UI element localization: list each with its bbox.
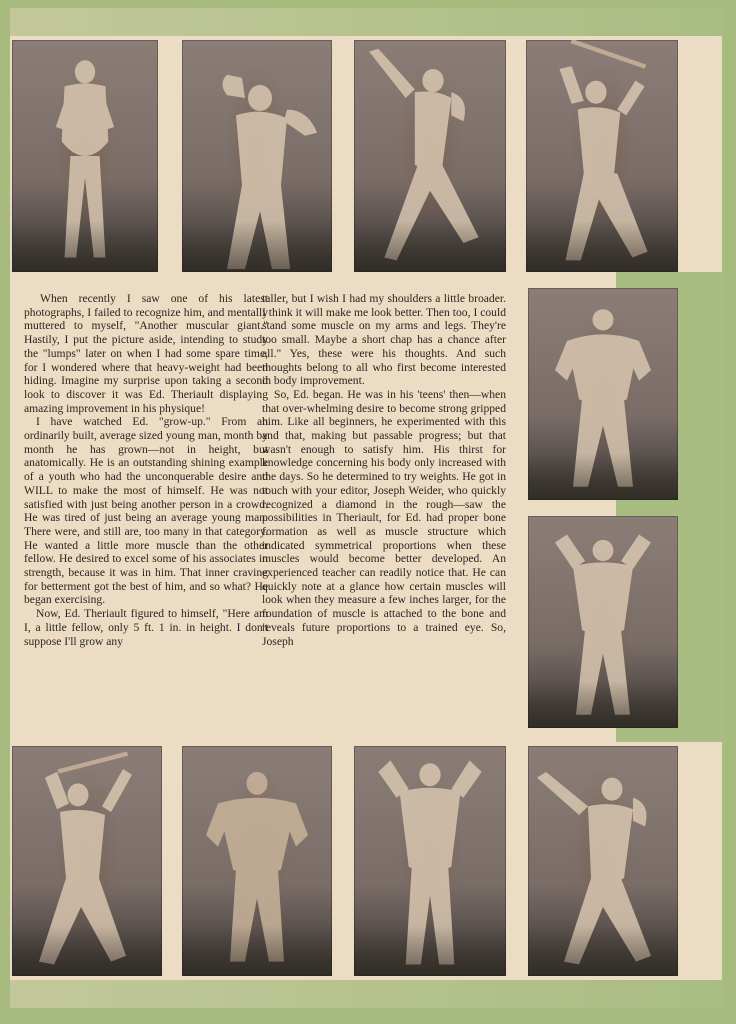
photo-bottom-1 — [12, 746, 162, 976]
photo-bottom-2 — [182, 746, 332, 976]
photo-bottom-4 — [528, 746, 678, 976]
photo-right-1 — [528, 288, 678, 500]
photo-top-4 — [526, 40, 678, 272]
article-paragraph: So, Ed. began. He was in his 'teens' then—when that over-whelming desire to become strong gripped him. Like all beginners, he experimented with this and that, making but passable progress; but that wasn't enough to satisfy him. His thirst for knowledge concerning his body only increased with the days. So he determined to try weights. He got in touch with your editor, Joseph Weider, who quickly recognized a diamond in the rough—saw the possibilities in Theriault, for Ed. had proper bone formation as well as muscle structure which indicated symmetrical proportions when these muscles would become better developed. An experienced teacher can readily notice that. He can quickly note at a glance how certain muscles will look when they measure a few inches larger, for the foundation of muscle is attached to the bone and reveals future proportions to a trained eye. So, Joseph — [262, 387, 506, 648]
article-column-1 — [24, 292, 268, 648]
photo-top-1 — [12, 40, 158, 272]
photo-top-3 — [354, 40, 506, 272]
article-column-2 — [262, 292, 506, 648]
photo-right-2 — [528, 516, 678, 728]
article-paragraph: Now, Ed. Theriault figured to himself, "Here am I, a little fellow, only 5 ft. 1 in. in height. I don't suppose I'll grow any — [24, 607, 268, 648]
photo-top-2 — [182, 40, 332, 272]
article-paragraph: When recently I saw one of his latest photographs, I failed to recognize him, and mentally muttered to myself, "Another muscular giant." Hastily, I put the picture aside, intending to study the "lumps" later on when I had some spare time, for I wondered where that heavy-weight had been hiding. Imagine my surprise upon taking a second look to discover it was Ed. Theriault displaying amazing improvement in his physique! — [24, 292, 268, 415]
article-paragraph: taller, but I wish I had my shoulders a little broader. I think it will make me look better. Then too, I could stand some muscle on my arms and legs. They're too small. Maybe a short chap has a chance after all." Yes, these were his thoughts. And such thoughts belong to all who first become interested in body improvement. — [262, 292, 506, 388]
photo-bottom-3 — [354, 746, 506, 976]
article-paragraph: I have watched Ed. "grow-up." From an ordinarily built, average sized young man, month by month he has grown—not in height, but anatomically. He is an outstanding shining example of a youth who had the unconquerable desire and WILL to make the most of himself. He was not satisfied with just being another person in a crowd. He was tired of just being an average young man. There were, and still are, too many in that category. He wanted a little more muscle than the other fellow. He desired to excel some of his associates in strength, because it was in him. That inner craving for betterment got the best of him, and so what? He began exercising. — [24, 415, 268, 607]
